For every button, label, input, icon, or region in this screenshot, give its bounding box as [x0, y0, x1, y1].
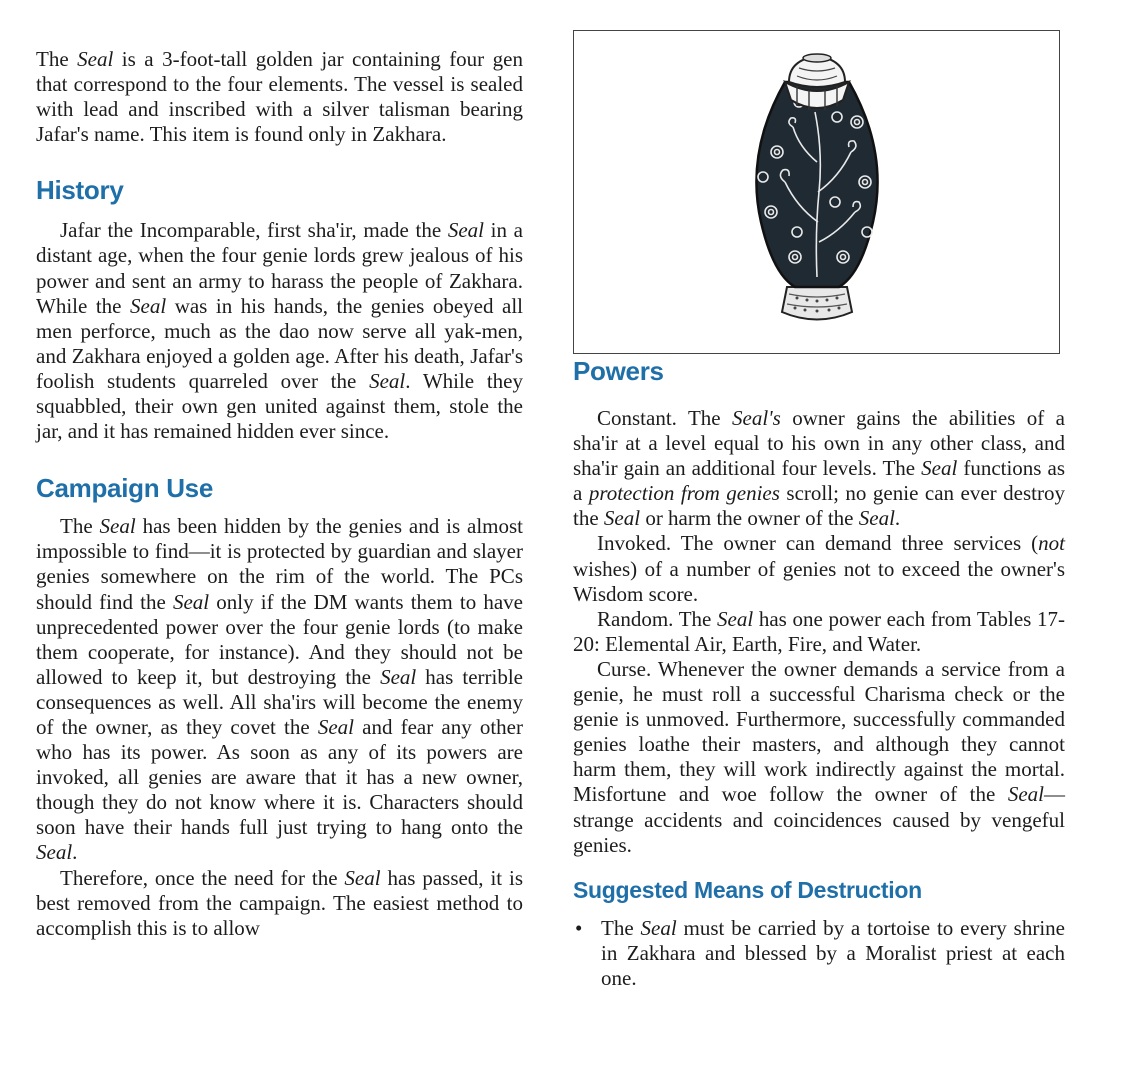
right-column [573, 30, 1065, 991]
campaign-use-paragraph-1: The Seal has been hidden by the genies and is almost impossible to find—it is protected by guardian and slayer genies somewhere on the rim of the world. The PCs should find the Seal only if the DM wants them to have unprecedented power over the four genie lords (to make them cooperate, for instance). And they should not be allowed to keep it, but destroying the Seal has terrible consequences as well. All sha'irs will become the enemy of the owner, as they covet the Seal and fear any other who has its power. As soon as any of its powers are invoked, all genies are aware that it has a new owner, though they do not know where it is. Characters should soon have their hands full just trying to hang onto the Seal. [36, 514, 523, 865]
campaign-use-heading: Campaign Use [36, 473, 214, 504]
destruction-heading: Suggested Means of Destruction [573, 876, 922, 903]
power-constant: Constant. The Seal's owner gains the abilities of a sha'ir at a level equal to his own in any other class, and sha'ir gain an additional four levels. The Seal functions as a protection from genies scroll; no genie can ever destroy the Seal or harm the owner of the Seal. [573, 406, 1065, 531]
power-invoked: Invoked. The owner can demand three services (not wishes) of a number of genies not to exceed the owner's Wisdom score. [573, 531, 1065, 606]
list-item: • The Seal must be carried by a tortoise to every shrine in Zakhara and blessed by a Moralist priest at each one. [575, 915, 1065, 990]
campaign-use-paragraph-2: Therefore, once the need for the Seal has passed, it is best removed from the campaign. The easiest method to accomplish this is to allow [36, 865, 523, 940]
seal-jar-figure [573, 30, 1060, 354]
ornate-jar-illustration-icon [737, 42, 897, 342]
bullet-icon: • [575, 915, 583, 940]
destruction-list [573, 916, 1065, 991]
powers-heading: Powers [573, 356, 664, 386]
power-random: Random. The Seal has one power each from Tables 17-20: Elemental Air, Earth, Fire, and Water. [573, 606, 1066, 656]
intro-paragraph: The Seal is a 3-foot-tall golden jar containing four gen that correspond to the four elements. The vessel is sealed with lead and inscribed with a silver talisman bearing Jafar's name. This item is found only in Zakhara. [36, 47, 523, 147]
history-paragraph: Jafar the Incomparable, first sha'ir, made the Seal in a distant age, when the four genie lords grew jealous of his power and sent an army to harass the people of Zakhara. While the Seal was in his hands, the genies obeyed all men perforce, much as the dao now serve all yak-men, and Zakhara enjoyed a golden age. After his death, Jafar's foolish students quarreled over the Seal. While they squabbled, their own gen united against them, stole the jar, and it has remained hidden ever since. [36, 218, 524, 444]
power-curse: Curse. Whenever the owner demands a service from a genie, he must roll a successful Charisma check or the genie is unmoved. Furthermore, successfully commanded genies loathe their masters, and although they cannot harm them, they will work indirectly against the mortal. Misfortune and woe follow the owner of the Seal—strange accidents and coincidences caused by vengeful genies. [573, 656, 1065, 857]
left-column [36, 47, 523, 941]
history-heading: History [36, 175, 124, 206]
